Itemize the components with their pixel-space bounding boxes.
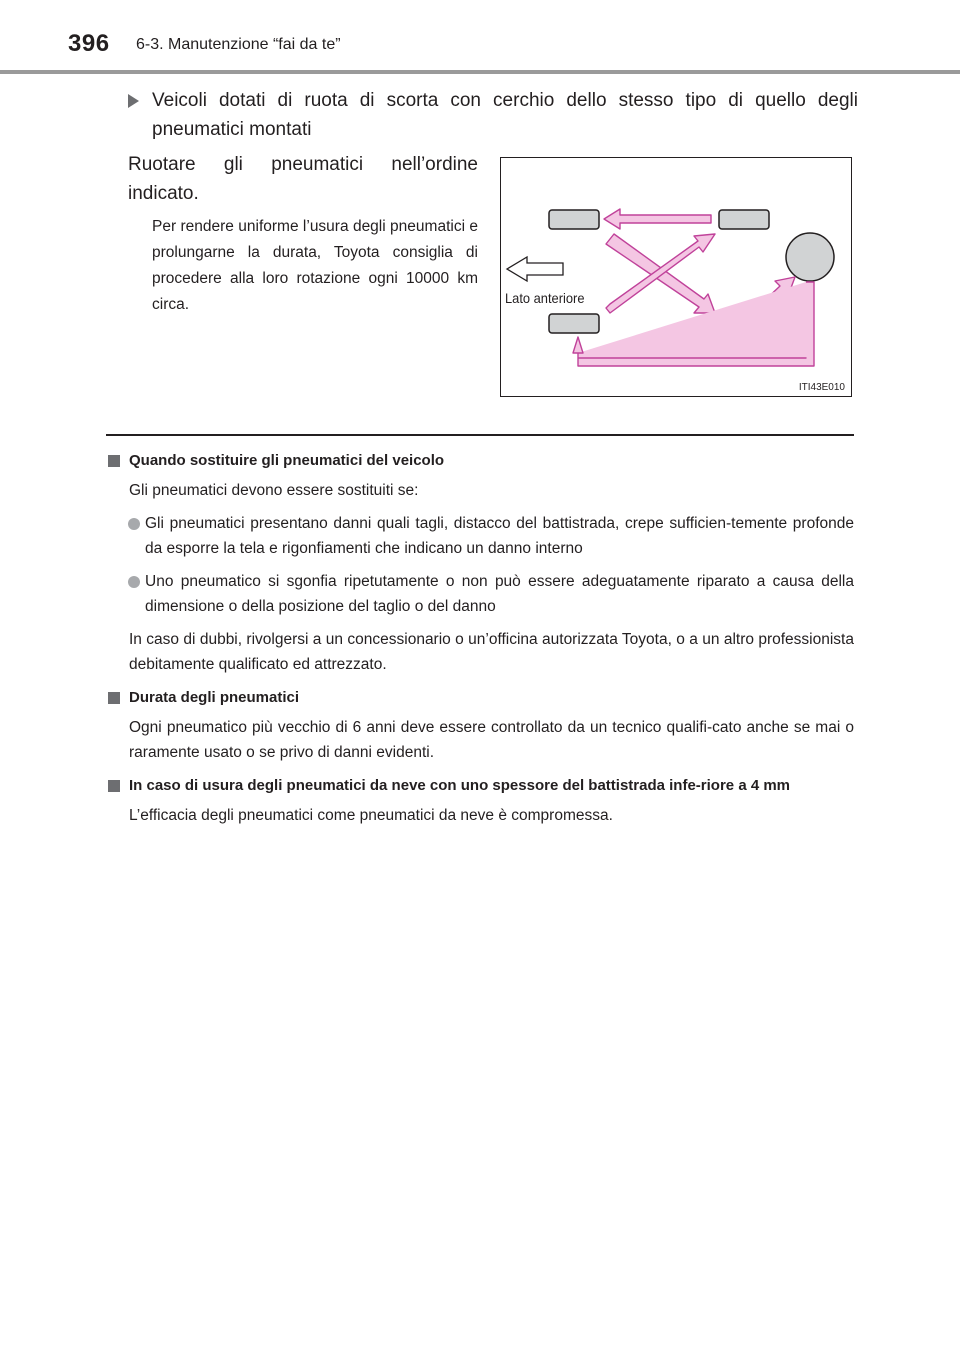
list-item-text: Gli pneumatici presentano danni quali tagli, distacco del battistrada, crepe sufficien-temente profonde da esporre la tela e rigonfiamenti che indicano un danno interno: [145, 515, 854, 557]
square-bullet-icon: [108, 692, 120, 704]
tire-rotation-diagram: [500, 157, 852, 397]
vehicle-type-bullet: [128, 86, 858, 144]
replace-outro: In caso di dubbi, rivolgersi a un concessionario o un’officina autorizzata Toyota, o a un altro professionista debitamente qualificato ed attrezzato.: [129, 631, 854, 673]
notes-section: [108, 450, 854, 828]
note-heading-life: [108, 687, 854, 709]
page-header: [0, 0, 960, 80]
header-rule: [0, 70, 960, 74]
figure-code: ITI43E010: [798, 382, 845, 393]
spare-tire: [786, 233, 834, 281]
replace-intro: Gli pneumatici devono essere sostituiti se:: [129, 482, 419, 499]
heading-text: Durata degli pneumatici: [129, 689, 300, 706]
vehicle-type-text: Veicoli dotati di ruota di scorta con cerchio dello stesso tipo di quello degli pneumatici montati: [152, 90, 858, 140]
section-divider: [106, 434, 854, 436]
tire-front-right: [719, 210, 769, 229]
life-text: Ogni pneumatico più vecchio di 6 anni deve essere controllato da un tecnico qualifi-cato anche se mai o raramente usato o se privo di danni evidenti.: [129, 719, 854, 761]
front-direction-arrow-icon: [507, 257, 563, 281]
list-item: [108, 511, 854, 561]
tire-rear-left: [549, 314, 599, 333]
tire-front-left: [549, 210, 599, 229]
snow-text: L’efficacia degli pneumatici come pneumatici da neve è compromessa.: [129, 807, 613, 824]
note-heading-replace: [108, 450, 854, 472]
section-title: 6-3. Manutenzione “fai da te”: [136, 36, 341, 53]
list-item-text: Uno pneumatico si sgonfia ripetutamente o non può essere adeguatamente riparato a causa della dimensione o della posizione del taglio o del danno: [145, 573, 854, 615]
rotation-diagram-svg: [501, 158, 853, 398]
note-heading-snow: [108, 775, 854, 797]
square-bullet-icon: [108, 780, 120, 792]
front-side-label: Lato anteriore: [505, 290, 585, 306]
rotation-instruction: Ruotare gli pneumatici nell’ordine indicato.: [128, 154, 478, 204]
heading-text: Quando sostituire gli pneumatici del veicolo: [129, 452, 445, 469]
page-number: 396: [68, 30, 110, 57]
triangle-bullet-icon: [128, 94, 139, 108]
circle-bullet-icon: [128, 518, 140, 530]
square-bullet-icon: [108, 455, 120, 467]
arrow-front-right-to-front-left: [604, 209, 711, 229]
heading-text: In caso di usura degli pneumatici da neve con uno spessore del battistrada infe-riore a 4 mm: [129, 777, 791, 794]
rotation-note: Per rendere uniforme l’usura degli pneumatici e prolungarne la durata, Toyota consiglia di procedere alla loro rotazione ogni 10000 km circa.: [152, 218, 478, 313]
list-item: [108, 569, 854, 619]
circle-bullet-icon: [128, 576, 140, 588]
